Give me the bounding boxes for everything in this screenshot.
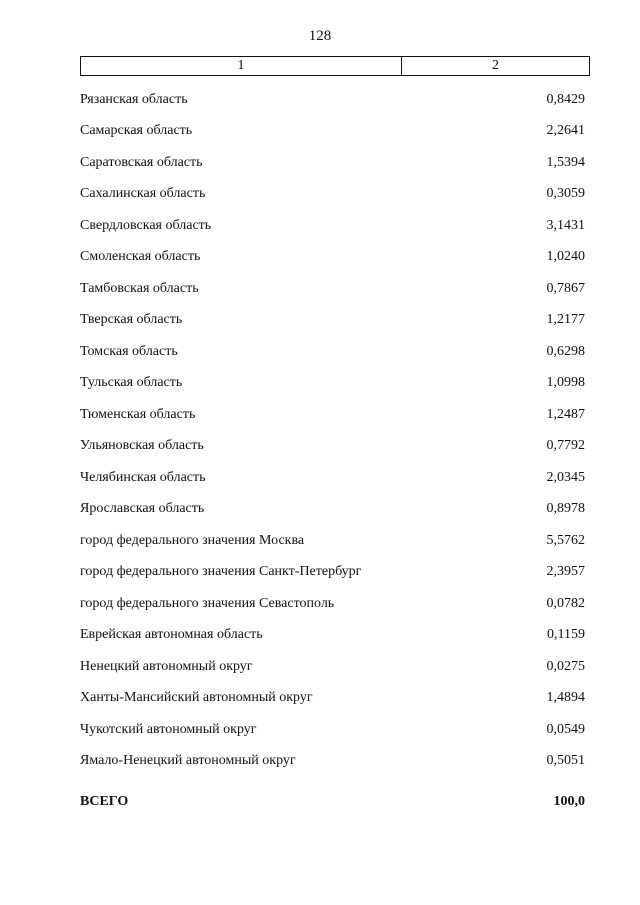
region-table-body xyxy=(80,84,585,777)
region-name: Тюменская область xyxy=(80,406,196,422)
region-name: Томская область xyxy=(80,343,178,359)
table-row xyxy=(80,494,585,526)
region-name: Ненецкий автономный округ xyxy=(80,658,253,674)
table-row xyxy=(80,368,585,400)
table-row xyxy=(80,305,585,337)
table-header-col-2: 2 xyxy=(492,58,499,73)
region-value: 0,3059 xyxy=(546,186,585,202)
table-header xyxy=(80,56,590,76)
table-row xyxy=(80,431,585,463)
region-value: 2,0345 xyxy=(546,469,585,485)
region-name: Тульская область xyxy=(80,375,183,391)
region-name: Еврейская автономная область xyxy=(80,627,263,643)
table-row xyxy=(80,588,585,620)
region-name: Самарская область xyxy=(80,123,193,139)
region-value: 0,8978 xyxy=(546,501,585,517)
region-value: 2,3957 xyxy=(546,564,585,580)
table-row xyxy=(80,651,585,683)
region-value: 1,2487 xyxy=(546,406,585,422)
region-value: 1,4894 xyxy=(546,690,585,706)
region-name: Тверская область xyxy=(80,312,183,328)
table-row xyxy=(80,273,585,305)
table-row xyxy=(80,116,585,148)
table-row xyxy=(80,746,585,778)
region-value: 3,1431 xyxy=(546,217,585,233)
region-name: Чукотский автономный округ xyxy=(80,721,257,737)
total-label: ВСЕГО xyxy=(80,794,129,809)
region-value: 2,2641 xyxy=(546,123,585,139)
region-value: 0,0275 xyxy=(546,658,585,674)
region-name: Саратовская область xyxy=(80,154,203,170)
region-name: Смоленская область xyxy=(80,249,201,265)
region-name: Ямало-Ненецкий автономный округ xyxy=(80,753,296,769)
region-value: 1,0240 xyxy=(546,249,585,265)
region-value: 0,0782 xyxy=(546,595,585,611)
region-value: 0,7867 xyxy=(546,280,585,296)
table-row xyxy=(80,462,585,494)
table-row xyxy=(80,210,585,242)
region-value: 1,2177 xyxy=(546,312,585,328)
region-name: Тамбовская область xyxy=(80,280,199,296)
region-value: 0,1159 xyxy=(547,627,585,643)
region-name: Рязанская область xyxy=(80,91,188,107)
region-value: 0,5051 xyxy=(546,753,585,769)
region-name: город федерального значения Москва xyxy=(80,532,305,548)
region-value: 1,5394 xyxy=(546,154,585,170)
region-value: 0,0549 xyxy=(546,721,585,737)
total-value: 100,0 xyxy=(553,794,585,809)
region-name: Ханты-Мансийский автономный округ xyxy=(80,690,313,706)
total-row xyxy=(80,794,585,810)
region-value: 0,8429 xyxy=(546,91,585,107)
region-name: Свердловская область xyxy=(80,217,212,233)
table-row xyxy=(80,620,585,652)
region-name: город федерального значения Санкт-Петербург xyxy=(80,564,362,580)
table-row xyxy=(80,399,585,431)
region-value: 5,5762 xyxy=(546,532,585,548)
region-name: Ярославская область xyxy=(80,501,205,517)
table-row xyxy=(80,147,585,179)
region-value: 0,6298 xyxy=(546,343,585,359)
region-name: город федерального значения Севастополь xyxy=(80,595,335,611)
region-name: Челябинская область xyxy=(80,469,206,485)
table-row xyxy=(80,714,585,746)
table-row xyxy=(80,557,585,589)
table-row xyxy=(80,84,585,116)
table-row xyxy=(80,242,585,274)
region-name: Сахалинская область xyxy=(80,186,206,202)
region-name: Ульяновская область xyxy=(80,438,204,454)
table-row xyxy=(80,336,585,368)
table-header-col-1: 1 xyxy=(81,57,402,75)
region-value: 0,7792 xyxy=(546,438,585,454)
page-number: 128 xyxy=(308,28,332,44)
table-row xyxy=(80,179,585,211)
region-value: 1,0998 xyxy=(546,375,585,391)
table-row xyxy=(80,525,585,557)
table-row xyxy=(80,683,585,715)
